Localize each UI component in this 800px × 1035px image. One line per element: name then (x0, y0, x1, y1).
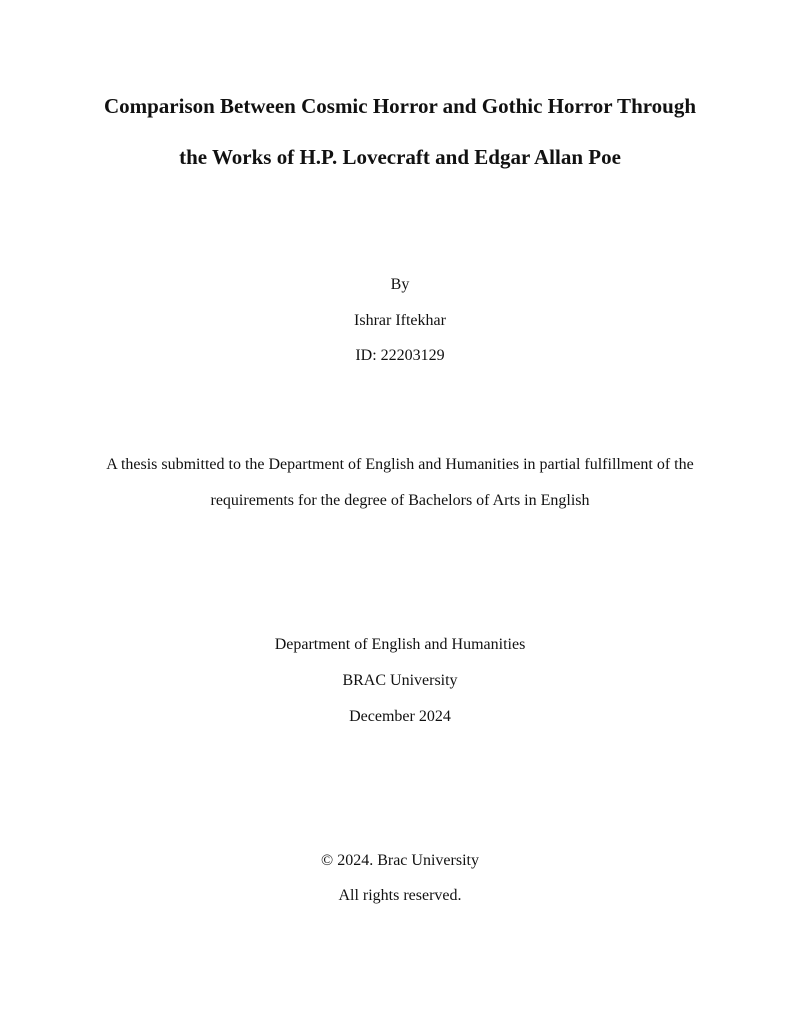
copyright-notice: © 2024. Brac University (321, 852, 479, 869)
submission-statement-line-1: A thesis submitted to the Department of English and Humanities in partial fulfillment of the (106, 456, 694, 473)
rights-reserved: All rights reserved. (338, 887, 462, 904)
submission-date: December 2024 (349, 708, 451, 725)
student-id: ID: 22203129 (355, 347, 445, 364)
department-name: Department of English and Humanities (274, 636, 526, 653)
by-label: By (390, 276, 410, 293)
thesis-title-line-1: Comparison Between Cosmic Horror and Gothic Horror Through (103, 94, 697, 118)
submission-statement-line-2: requirements for the degree of Bachelors of Arts in English (210, 492, 590, 509)
university-name: BRAC University (342, 672, 458, 689)
author-name: Ishrar Iftekhar (354, 312, 446, 329)
thesis-title-line-2: the Works of H.P. Lovecraft and Edgar Allan Poe (179, 145, 621, 169)
